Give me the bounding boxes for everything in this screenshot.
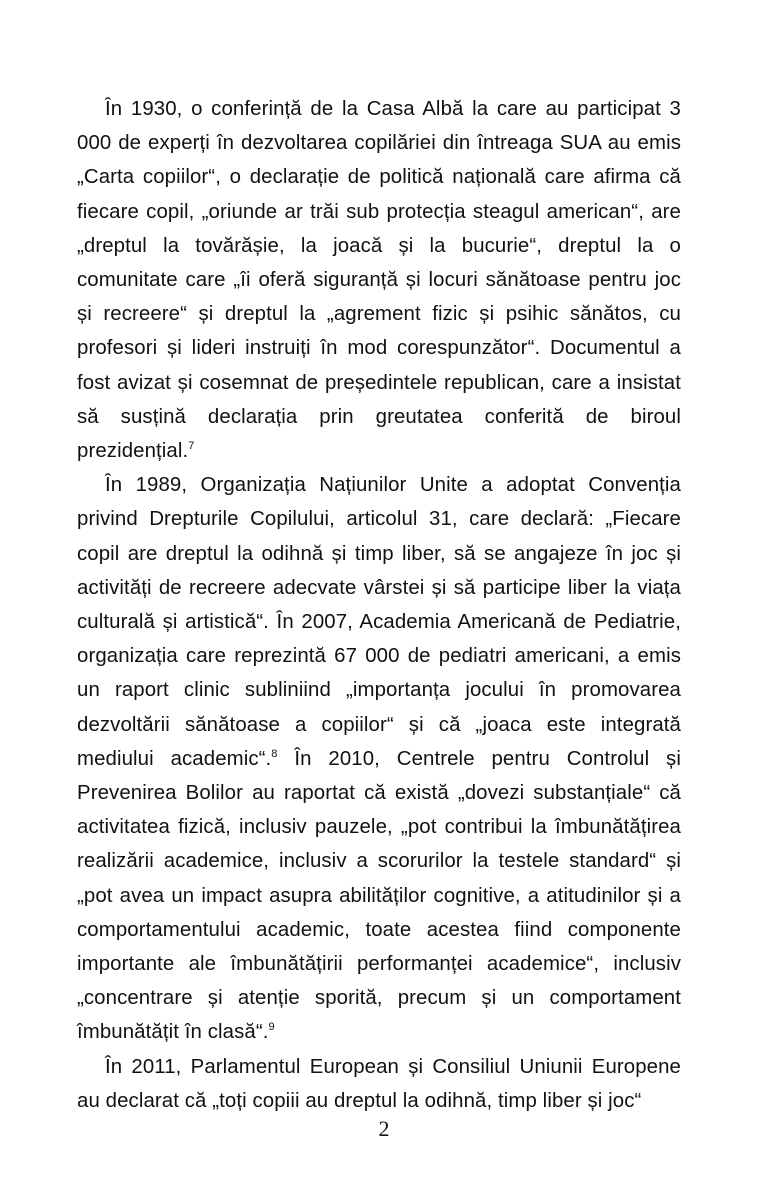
paragraph-text: În 2010, Centrele pentru Controlul și Prevenirea Bolilor au raportat că există „dovezi substanțiale“ că activitatea fizică, inclusiv pauzele, „pot contribui la îmbunătățirea realizării academice, inclusiv a scorurilor la testele standard“ și „pot avea un impact asupra abilităților cognitive, a atitudinilor și a comportamentului academic, toate acestea fiind componente importante ale îmbunătățirii performanței academice“, inclusiv „concentrare și atenție sporită, precum și un comportament îmbunătățit în clasă“. [77, 747, 681, 1044]
page-number: 2 [378, 1116, 390, 1141]
footnote-marker: 9 [268, 1021, 275, 1034]
paragraph-2011-european-parliament [77, 1050, 681, 1118]
paragraph-1930-child-charter [77, 92, 681, 468]
paragraph-text: În 2011, Parlamentul European și Consiliul Uniunii Europene au declarat că „toți copiii au dreptul la odihnă, timp liber și joc“ [77, 1055, 681, 1112]
paragraph-text: În 1989, Organizația Națiunilor Unite a adoptat Convenția privind Drepturile Copilului, articolul 31, care declară: „Fiecare copil are dreptul la odihnă și timp liber, să se angajeze în joc și activități de recreere adecvate vârstei și să participe liber la viața culturală și artistică“. În 2007, Academia Americană de Pediatrie, organizația care reprezintă 67 000 de pediatri americani, a emis un raport clinic subliniind „importanța jocului în promovarea dezvoltării sănătoase a copiilor“ și că „joaca este integrată mediului academic“. [77, 474, 681, 770]
paragraph-1989-un-convention [77, 468, 681, 1049]
page-body [77, 92, 681, 1118]
footnote-marker: 7 [188, 440, 195, 453]
paragraph-text: În 1930, o conferință de la Casa Albă la care au participat 3 000 de experți în dezvoltarea copilăriei din întreaga SUA au emis „Carta copiilor“, o declarație de politică națională care afirma că fiecare copil, „oriunde ar trăi sub protecția steagul american“, are „dreptul la tovărășie, la joacă și la bucurie“, dreptul la o comunitate care „îi oferă siguranță și locuri sănătoase pentru joc și recreere“ și dreptul la „agrement fizic și psihic sănătos, cu profesori și lideri instruiți în mod corespunzător“. Documentul a fost avizat și cosemnat de președintele republican, care a insistat să susțină declarația prin greutatea conferită de biroul prezidențial. [77, 98, 681, 463]
footnote-marker: 8 [271, 747, 278, 760]
